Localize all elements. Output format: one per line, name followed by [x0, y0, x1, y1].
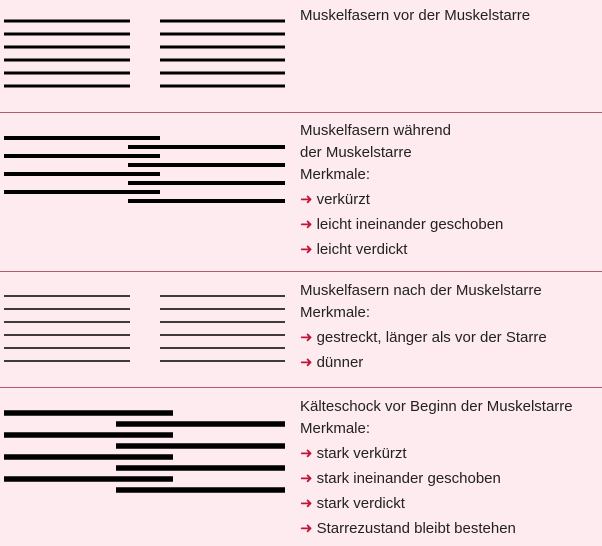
feature-item: ➜ leicht ineinander geschoben	[300, 216, 504, 233]
panel-title: Muskelfasern nach der Muskelstarre	[300, 282, 542, 299]
feature-item: ➜ Starrezustand bleibt bestehen	[300, 520, 516, 537]
panel-cold-shock	[0, 388, 602, 546]
panel-before-rigor	[0, 0, 602, 112]
arrow-right-icon: ➜	[300, 520, 313, 537]
feature-item: ➜ dünner	[300, 354, 364, 371]
arrow-right-icon: ➜	[300, 191, 313, 208]
panel-title-line-2: der Muskelstarre	[300, 144, 412, 161]
panel-during-text	[300, 120, 503, 261]
panel-during-rigor	[0, 113, 602, 271]
feature-item: ➜ verkürzt	[300, 191, 370, 208]
panel-after-rigor	[0, 272, 602, 387]
feature-item: ➜ stark ineinander geschoben	[300, 470, 501, 487]
arrow-right-icon: ➜	[300, 216, 313, 233]
arrow-right-icon: ➜	[300, 495, 313, 512]
arrow-right-icon: ➜	[300, 445, 313, 462]
fibers-after-diagram	[0, 272, 290, 387]
panel-cold-shock-text	[300, 396, 573, 540]
feature-item: ➜ gestreckt, länger als vor der Starre	[300, 329, 547, 346]
arrow-right-icon: ➜	[300, 354, 313, 371]
feature-item: ➜ stark verkürzt	[300, 445, 407, 462]
arrow-right-icon: ➜	[300, 241, 313, 258]
feature-item: ➜ leicht verdickt	[300, 241, 408, 258]
panel-after-text	[300, 280, 547, 374]
panel-title: Kälteschock vor Beginn der Muskelstarre	[300, 398, 573, 415]
fibers-before-diagram	[0, 0, 290, 112]
merkmale-label: Merkmale:	[300, 166, 371, 183]
fibers-during-diagram	[0, 113, 290, 271]
merkmale-label: Merkmale:	[300, 304, 371, 321]
arrow-right-icon: ➜	[300, 470, 313, 487]
arrow-right-icon: ➜	[300, 329, 313, 346]
feature-item: ➜ stark verdickt	[300, 495, 405, 512]
fibers-cold-shock-diagram	[0, 388, 290, 546]
merkmale-label: Merkmale:	[300, 420, 371, 437]
panel-title-line-1: Muskelfasern während	[300, 122, 451, 139]
panel-before-text	[300, 5, 530, 27]
panel-title: Muskelfasern vor der Muskelstarre	[300, 7, 531, 24]
